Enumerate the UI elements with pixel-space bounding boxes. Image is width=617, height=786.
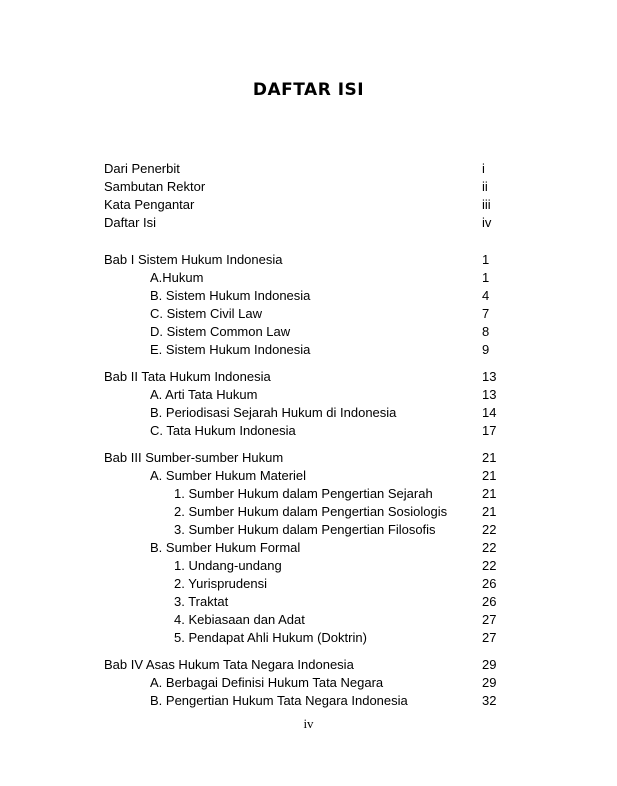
toc-entry-label: A.Hukum bbox=[150, 270, 204, 285]
toc-entry-page: i bbox=[482, 161, 485, 176]
toc-entry-label: C. Tata Hukum Indonesia bbox=[150, 423, 296, 438]
toc-entry bbox=[0, 305, 617, 323]
toc-entry-page: ii bbox=[482, 179, 488, 194]
toc-entry-label: E. Sistem Hukum Indonesia bbox=[150, 342, 311, 357]
toc-entry-page: 21 bbox=[482, 504, 497, 519]
toc-entry-label: 2. Sumber Hukum dalam Pengertian Sosiologis bbox=[174, 504, 448, 519]
toc-entry bbox=[0, 629, 617, 647]
toc-entry-label: Daftar Isi bbox=[104, 215, 157, 230]
toc-entry-label: B. Pengertian Hukum Tata Negara Indonesia bbox=[150, 693, 408, 708]
toc-entry-label: Bab III Sumber-sumber Hukum bbox=[104, 450, 284, 465]
toc-entry-page: 1 bbox=[482, 270, 490, 285]
toc-entry bbox=[0, 557, 617, 575]
toc-entry bbox=[0, 178, 617, 196]
toc-entry-label: A. Sumber Hukum Materiel bbox=[150, 468, 307, 483]
page-title: DAFTAR ISI bbox=[252, 80, 365, 100]
toc-entry-label: C. Sistem Civil Law bbox=[150, 306, 262, 321]
toc-entry-page: 21 bbox=[482, 450, 497, 465]
toc-entry-page: 17 bbox=[482, 423, 497, 438]
toc-entry-page: 26 bbox=[482, 594, 497, 609]
toc-entry bbox=[0, 521, 617, 539]
toc-entry bbox=[0, 503, 617, 521]
toc-entry-label: 3. Traktat bbox=[174, 594, 229, 609]
toc-entry bbox=[0, 160, 617, 178]
toc-entry bbox=[0, 692, 617, 710]
toc-entry-page: 1 bbox=[482, 252, 490, 267]
toc-entry-label: 1. Undang-undang bbox=[174, 558, 282, 573]
toc-entry-page: 29 bbox=[482, 675, 497, 690]
toc-entry-label: 5. Pendapat Ahli Hukum (Doktrin) bbox=[174, 630, 367, 645]
toc-entry-label: A. Berbagai Definisi Hukum Tata Negara bbox=[150, 675, 384, 690]
toc-entry-page: 7 bbox=[482, 306, 490, 321]
toc-entry-page: iv bbox=[482, 215, 492, 230]
toc-entry-page: 13 bbox=[482, 369, 497, 384]
toc-entry-label: 1. Sumber Hukum dalam Pengertian Sejarah bbox=[174, 486, 433, 501]
toc-entry-page: 21 bbox=[482, 468, 497, 483]
page-number: iv bbox=[303, 716, 314, 731]
toc-entry-label: Sambutan Rektor bbox=[104, 179, 206, 194]
toc-entry-page: 22 bbox=[482, 522, 497, 537]
toc-entry-label: Bab I Sistem Hukum Indonesia bbox=[104, 252, 283, 267]
toc-entry bbox=[0, 674, 617, 692]
toc-entry bbox=[0, 269, 617, 287]
toc-entry-label: B. Sistem Hukum Indonesia bbox=[150, 288, 311, 303]
toc-entry bbox=[0, 251, 617, 269]
toc-entry-page: 32 bbox=[482, 693, 497, 708]
toc-entry bbox=[0, 593, 617, 611]
toc-entry-label: A. Arti Tata Hukum bbox=[150, 387, 258, 402]
toc-entry-page: 8 bbox=[482, 324, 490, 339]
toc-entry bbox=[0, 422, 617, 440]
toc-entry-label: 3. Sumber Hukum dalam Pengertian Filosofis bbox=[174, 522, 436, 537]
toc-entry bbox=[0, 214, 617, 232]
toc-entry-label: 2. Yurisprudensi bbox=[174, 576, 267, 591]
toc-entry-page: 26 bbox=[482, 576, 497, 591]
toc-entry-page: 22 bbox=[482, 540, 497, 555]
toc-entry-page: 14 bbox=[482, 405, 497, 420]
toc-entry-label: Dari Penerbit bbox=[104, 161, 180, 176]
toc-entry-label: Bab II Tata Hukum Indonesia bbox=[104, 369, 271, 384]
toc-entry-page: 27 bbox=[482, 612, 497, 627]
toc-entry bbox=[0, 404, 617, 422]
toc-entry-label: D. Sistem Common Law bbox=[150, 324, 291, 339]
toc-entry bbox=[0, 539, 617, 557]
toc-entry-page: 13 bbox=[482, 387, 497, 402]
toc-entry bbox=[0, 386, 617, 404]
toc-entry-label: Kata Pengantar bbox=[104, 197, 195, 212]
toc-entry bbox=[0, 341, 617, 359]
toc-entry-page: 22 bbox=[482, 558, 497, 573]
toc-entry bbox=[0, 323, 617, 341]
toc-entry bbox=[0, 196, 617, 214]
toc-entry bbox=[0, 368, 617, 386]
toc-entry-page: iii bbox=[482, 197, 491, 212]
toc-entry bbox=[0, 449, 617, 467]
toc-entry bbox=[0, 287, 617, 305]
toc-entry bbox=[0, 485, 617, 503]
toc-entry-page: 4 bbox=[482, 288, 490, 303]
toc-entry bbox=[0, 656, 617, 674]
toc-entry-page: 29 bbox=[482, 657, 497, 672]
toc-entry-label: B. Periodisasi Sejarah Hukum di Indonesia bbox=[150, 405, 397, 420]
toc-entry bbox=[0, 467, 617, 485]
toc-entry-label: 4. Kebiasaan dan Adat bbox=[174, 612, 305, 627]
toc-entry-page: 27 bbox=[482, 630, 497, 645]
toc-entry-label: B. Sumber Hukum Formal bbox=[150, 540, 301, 555]
toc-entry-page: 9 bbox=[482, 342, 490, 357]
toc-entry bbox=[0, 611, 617, 629]
toc-entry bbox=[0, 575, 617, 593]
toc-entry-label: Bab IV Asas Hukum Tata Negara Indonesia bbox=[104, 657, 354, 672]
toc-entry-page: 21 bbox=[482, 486, 497, 501]
